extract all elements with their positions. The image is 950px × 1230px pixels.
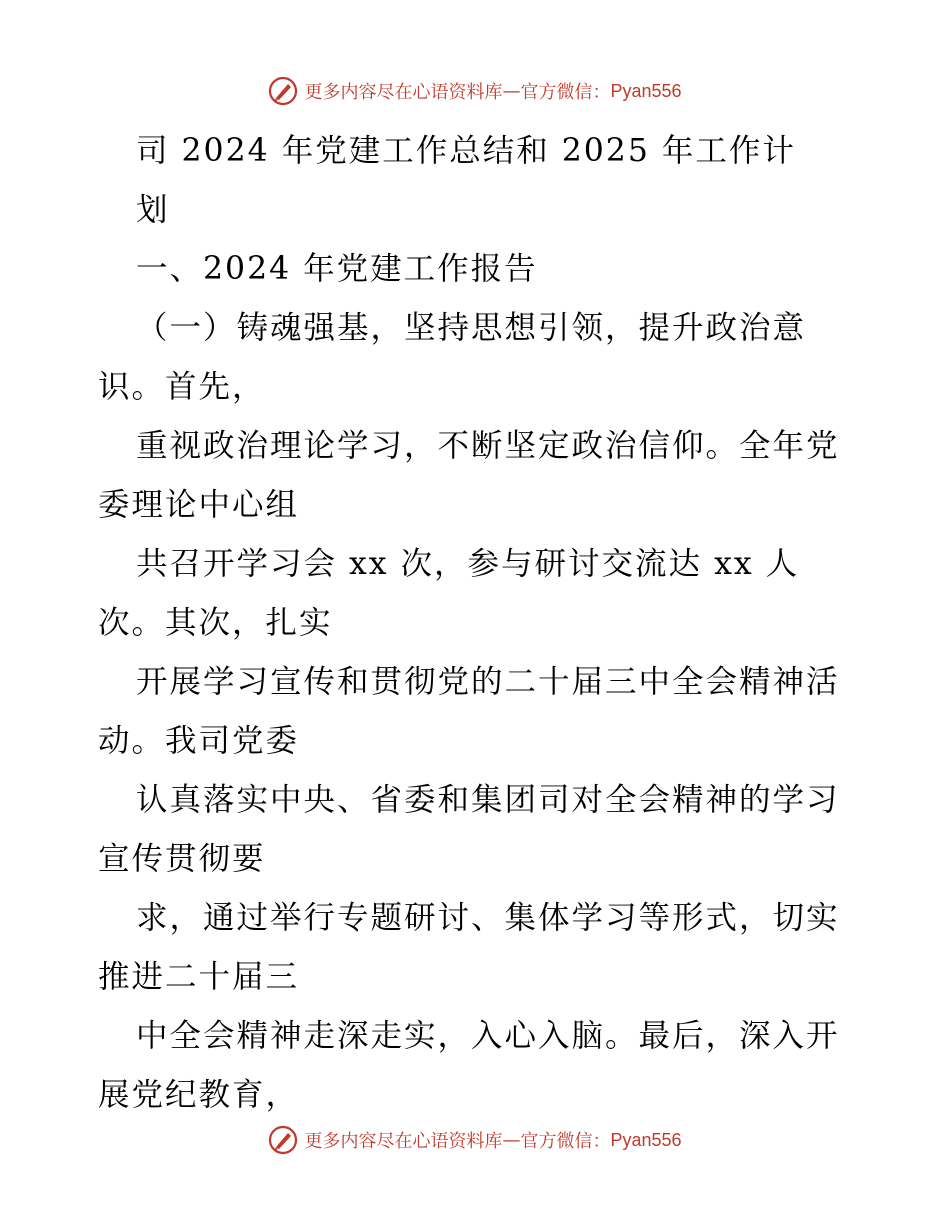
- text-line: 次。其次，扎实: [98, 605, 333, 641]
- footer-watermark: [0, 1120, 950, 1160]
- text-line: 动。我司党委: [98, 723, 300, 759]
- header-watermark: [0, 71, 950, 111]
- text-line: 求，通过举行专题研讨、集体学习等形式，切实: [136, 900, 840, 936]
- text-line: 宣传贯彻要: [98, 841, 266, 877]
- watermark-id: Pyan556: [610, 80, 682, 101]
- text-line: （一）铸魂强基，坚持思想引领，提升政治意: [136, 310, 807, 346]
- text-line: 推进二十届三: [98, 959, 300, 995]
- document-body: [98, 122, 858, 1125]
- watermark-dash: —: [502, 80, 521, 102]
- text-line: 展党纪教育，: [98, 1077, 300, 1113]
- quill-logo-icon: [268, 1125, 298, 1155]
- text-line: 中全会精神走深走实，入心入脑。最后，深入开: [136, 1018, 840, 1054]
- text-line: 开展学习宣传和贯彻党的二十届三中全会精神活: [136, 664, 840, 700]
- text-line: 重视政治理论学习，不断坚定政治信仰。全年党: [136, 428, 840, 464]
- watermark-id: Pyan556: [610, 1129, 682, 1150]
- watermark-dash: —: [502, 1129, 521, 1151]
- text-line: 认真落实中央、省委和集团司对全会精神的学习: [136, 782, 840, 818]
- watermark-official: 官方微信：: [520, 1131, 611, 1152]
- text-line: 委理论中心组: [98, 487, 300, 523]
- text-line: 识。首先，: [98, 369, 266, 405]
- text-line: 一、2024 年党建工作报告: [136, 251, 538, 287]
- text-line: 划: [136, 192, 170, 228]
- watermark-official: 官方微信：: [520, 82, 611, 103]
- watermark-text: 更多内容尽在心语资料库: [304, 82, 503, 103]
- text-line: 共召开学习会 xx 次，参与研讨交流达 xx 人: [136, 546, 800, 582]
- watermark-text: 更多内容尽在心语资料库: [304, 1131, 503, 1152]
- quill-logo-icon: [268, 76, 298, 106]
- text-line: 司 2024 年党建工作总结和 2025 年工作计: [136, 133, 796, 169]
